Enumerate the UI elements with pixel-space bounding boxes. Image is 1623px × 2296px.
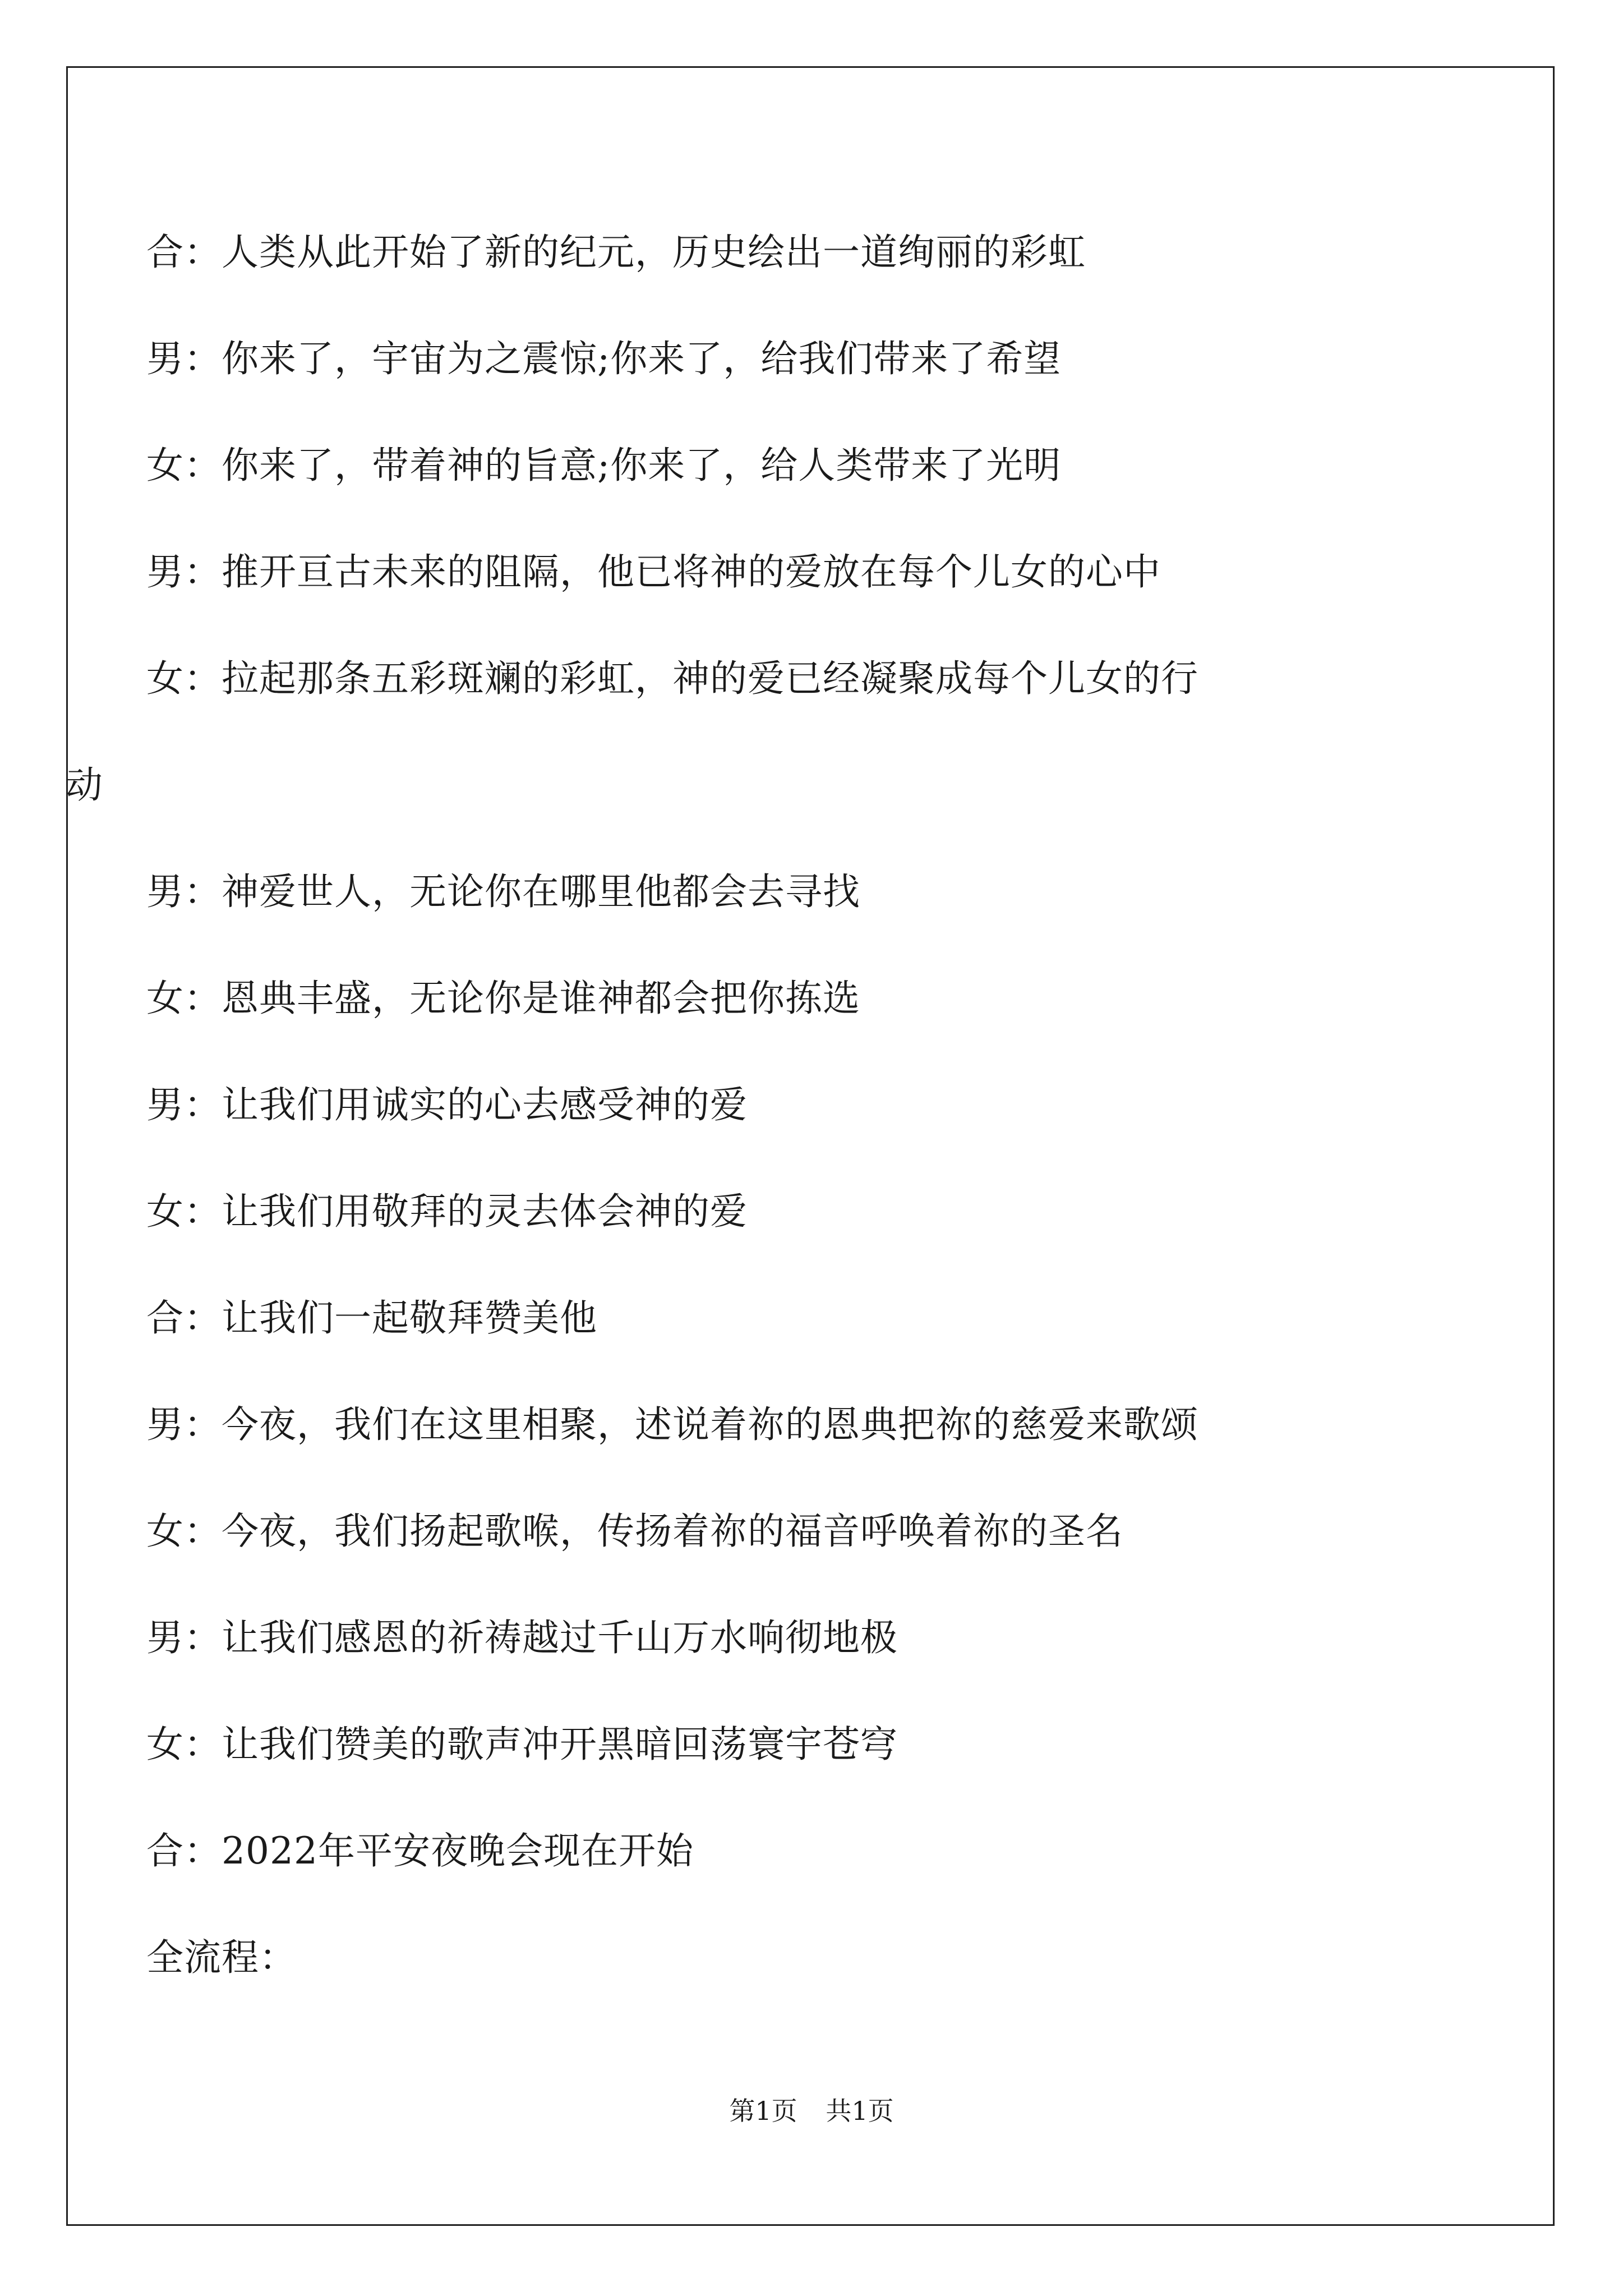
text-line: 男：神爱世人，无论你在哪里他都会去寻找 — [146, 870, 860, 913]
text-line: 合：2022年平安夜晚会现在开始 — [146, 1829, 694, 1872]
text-line: 男：推开亘古未来的阻隔，他已将神的爱放在每个儿女的心中 — [146, 550, 1161, 593]
page-footer — [0, 2095, 1623, 2127]
text-line: 男：今夜，我们在这里相聚，述说着祢的恩典把祢的慈爱来歌颂 — [146, 1403, 1198, 1446]
text-line: 合：人类从此开始了新的纪元，历史绘出一道绚丽的彩虹 — [146, 231, 1086, 274]
text-line: 全流程： — [146, 1936, 297, 1979]
text-line: 男：你来了，宇宙为之震惊;你来了，给我们带来了希望 — [146, 337, 1062, 380]
text-line: 合：让我们一起敬拜赞美他 — [146, 1296, 597, 1340]
text-line: 女：让我们用敬拜的灵去体会神的爱 — [146, 1190, 748, 1233]
text-line: 女：让我们赞美的歌声冲开黑暗回荡寰宇苍穹 — [146, 1723, 898, 1766]
text-line: 女：今夜，我们扬起歌喉，传扬着祢的福音呼唤着祢的圣名 — [146, 1510, 1123, 1553]
text-line: 女：恩典丰盛，无论你是谁神都会把你拣选 — [146, 977, 860, 1020]
text-line-continuation: 动 — [66, 763, 103, 807]
text-line: 女：拉起那条五彩斑斓的彩虹，神的爱已经凝聚成每个儿女的行 — [146, 657, 1198, 700]
page-number: 第1页 — [729, 2096, 797, 2126]
text-line: 男：让我们感恩的祈祷越过千山万水响彻地极 — [146, 1616, 898, 1659]
page-frame — [66, 66, 1555, 2226]
text-line: 女：你来了，带着神的旨意;你来了，给人类带来了光明 — [146, 444, 1062, 487]
total-pages: 共1页 — [826, 2096, 894, 2126]
text-line: 男：让我们用诚实的心去感受神的爱 — [146, 1083, 748, 1126]
